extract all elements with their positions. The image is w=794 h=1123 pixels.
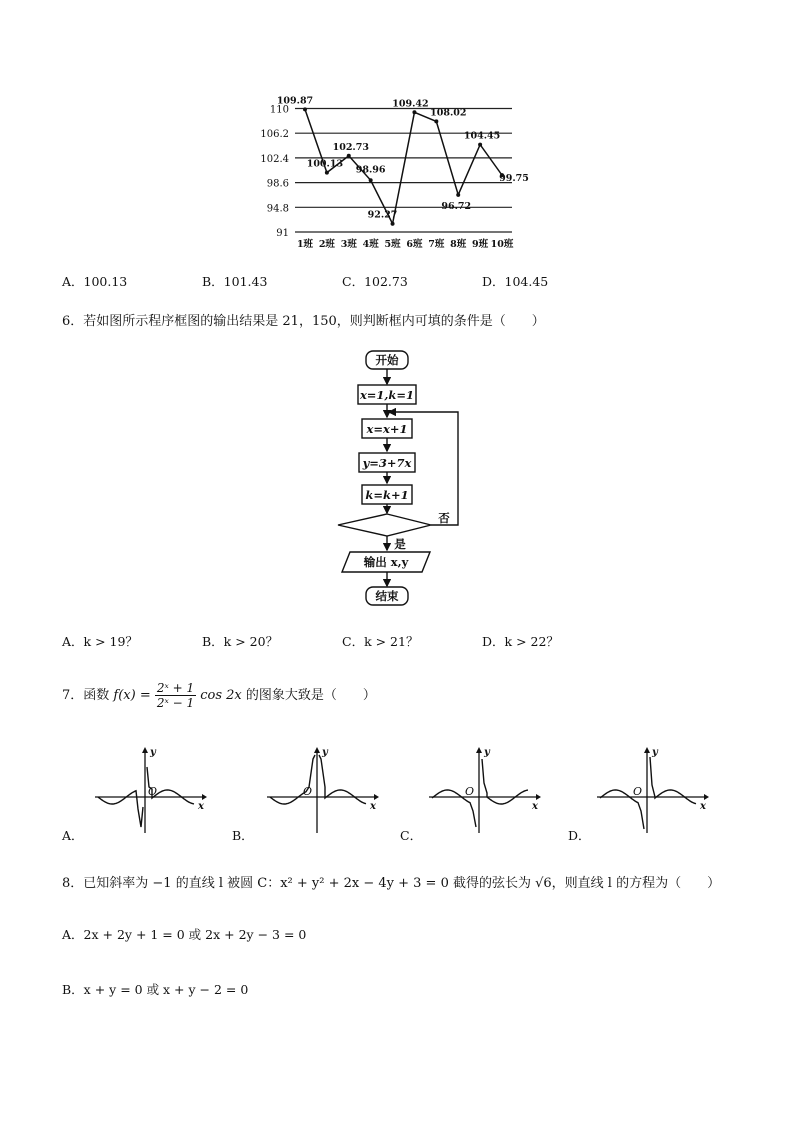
data-point xyxy=(456,193,460,197)
x-axis-arrow-icon xyxy=(704,794,709,800)
flow-end-label: 结束 xyxy=(375,589,399,603)
y-axis-label: y xyxy=(652,747,658,758)
data-label: 99.75 xyxy=(499,173,529,185)
q7-denominator: 2ˣ − 1 xyxy=(156,696,195,710)
y-tick-label: 98.6 xyxy=(266,178,289,190)
flow-start-label: 开始 xyxy=(375,353,399,367)
q5-option-c[interactable]: C．102.73 xyxy=(342,274,408,289)
q7-numerator: 2ˣ + 1 xyxy=(156,681,195,695)
q5-option-b[interactable]: B．101.43 xyxy=(202,274,268,289)
flow-step1-label: x=x+1 xyxy=(366,422,408,436)
origin-label: O xyxy=(465,785,475,798)
x-axis-label: x xyxy=(700,801,706,812)
data-label: 104.45 xyxy=(463,130,501,142)
q7-cos: cos 2x xyxy=(200,688,242,703)
q7-option-b[interactable]: B． xyxy=(232,828,254,843)
x-tick-label: 10班 xyxy=(490,239,514,250)
x-tick-label: 4班 xyxy=(362,239,379,250)
x-tick-label: 5班 xyxy=(384,239,401,250)
q8-option-a[interactable]: A．2x + 2y + 1 = 0 或 2x + 2y − 3 = 0 xyxy=(62,927,307,942)
q7-option-c[interactable]: C． xyxy=(400,828,423,843)
q7-graph-b[interactable] xyxy=(262,745,382,835)
q7-suffix: 的图象大致是（ ） xyxy=(245,688,376,703)
y-axis-label: y xyxy=(322,747,328,758)
x-axis-label: x xyxy=(532,801,538,812)
data-label: 92.27 xyxy=(367,209,398,221)
data-label: 100.13 xyxy=(306,158,344,170)
data-point xyxy=(303,107,307,111)
flow-no-label: 否 xyxy=(438,511,450,525)
q7-graph-d[interactable] xyxy=(592,745,712,835)
q5-option-d[interactable]: D．104.45 xyxy=(482,274,549,289)
curve-left-branch xyxy=(98,791,143,827)
data-label: 109.87 xyxy=(276,95,314,107)
y-tick-label: 94.8 xyxy=(266,203,289,215)
x-tick-label: 1班 xyxy=(296,239,314,250)
q6-option-b[interactable]: B．k > 20？ xyxy=(202,634,279,649)
q7-graph-c[interactable] xyxy=(424,745,544,835)
y-axis-arrow-icon xyxy=(476,747,482,753)
flow-yes-label: 是 xyxy=(394,537,406,551)
flow-output-label: 输出 x,y xyxy=(363,555,409,569)
q7-option-d[interactable]: D． xyxy=(568,828,591,843)
data-point xyxy=(391,222,395,226)
y-tick-label: 102.4 xyxy=(260,153,289,165)
x-axis-label: x xyxy=(370,801,376,812)
y-axis-arrow-icon xyxy=(142,747,148,753)
q6-stem: 6．若如图所示程序框图的输出结果是 21，150，则判断框内可填的条件是（ ） xyxy=(62,314,545,329)
y-axis-label: y xyxy=(484,747,490,758)
data-point xyxy=(325,171,329,175)
q6-option-c[interactable]: C．k > 21？ xyxy=(342,634,419,649)
q6-option-d[interactable]: D．k > 22？ xyxy=(482,634,559,649)
data-point xyxy=(434,119,438,123)
q7-func: f(x) = xyxy=(113,688,151,703)
q6-option-a[interactable]: A．k > 19？ xyxy=(62,634,138,649)
y-tick-label: 91 xyxy=(276,228,289,239)
q5-option-a[interactable]: A．100.13 xyxy=(62,274,128,289)
data-point xyxy=(478,143,482,147)
data-label: 96.72 xyxy=(441,200,472,212)
y-axis-label: y xyxy=(150,747,156,758)
origin-label: O xyxy=(303,785,313,798)
flow-init-label: x=1,k=1 xyxy=(359,388,415,402)
data-label: 108.02 xyxy=(430,107,467,119)
q7-option-a[interactable]: A． xyxy=(62,828,84,843)
data-label: 102.73 xyxy=(332,141,369,153)
data-label: 109.42 xyxy=(392,98,429,110)
x-axis-arrow-icon xyxy=(374,794,379,800)
class-score-line-chart xyxy=(250,82,550,257)
q7-graph-a[interactable] xyxy=(90,745,210,835)
origin-label: O xyxy=(148,785,158,798)
x-tick-label: 2班 xyxy=(318,239,335,250)
x-tick-label: 3班 xyxy=(340,239,357,250)
data-label: 98.96 xyxy=(355,164,386,176)
data-point xyxy=(412,110,416,114)
x-axis-label: x xyxy=(198,801,204,812)
y-tick-label: 106.2 xyxy=(260,129,289,141)
origin-label: O xyxy=(633,785,643,798)
x-axis-arrow-icon xyxy=(536,794,541,800)
x-tick-label: 8班 xyxy=(450,239,467,250)
y-axis-arrow-icon xyxy=(644,747,650,753)
data-point xyxy=(369,178,373,182)
q8-stem: 8．已知斜率为 −1 的直线 l 被圆 C：x² + y² + 2x − 4y + 3 = 0 截得的弦长为 √6，则直线 l 的方程为（ ） xyxy=(62,876,721,891)
x-tick-label: 7班 xyxy=(428,239,445,250)
q7-prefix: 7．函数 xyxy=(62,688,110,703)
q7-stem xyxy=(62,680,376,712)
y-tick-label: 110 xyxy=(269,104,289,116)
x-axis-arrow-icon xyxy=(202,794,207,800)
flow-step3-label: k=k+1 xyxy=(365,488,409,502)
flow-step2-label: y=3+7x xyxy=(362,456,412,470)
program-flowchart xyxy=(330,345,470,610)
q7-fraction xyxy=(155,681,196,710)
x-tick-label: 6班 xyxy=(406,239,423,250)
q8-option-b[interactable]: B．x + y = 0 或 x + y − 2 = 0 xyxy=(62,982,249,997)
data-point xyxy=(347,154,351,158)
y-axis-arrow-icon xyxy=(314,747,320,753)
x-tick-label: 9班 xyxy=(472,239,489,250)
